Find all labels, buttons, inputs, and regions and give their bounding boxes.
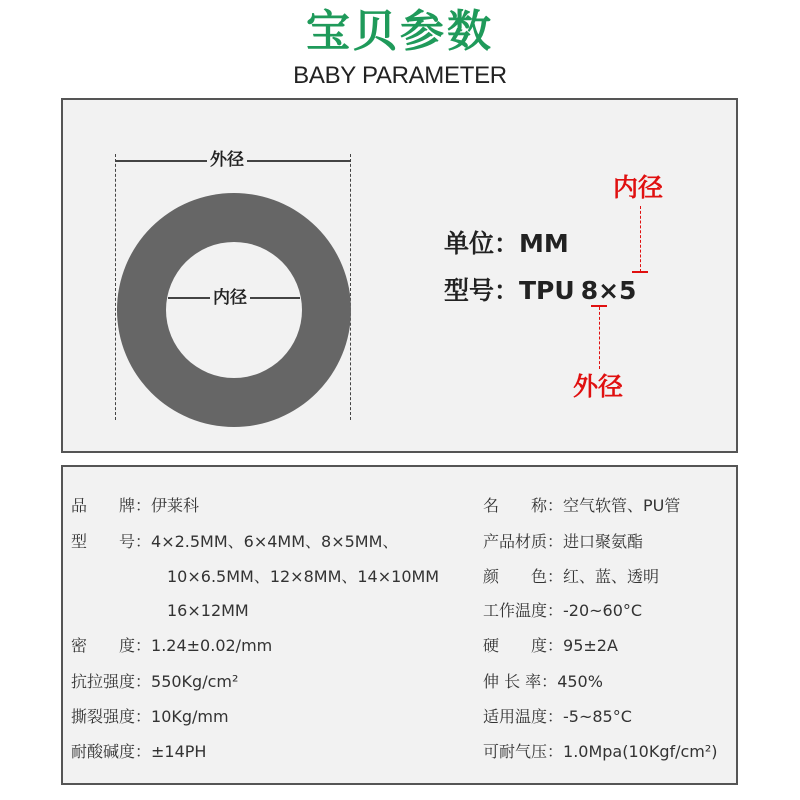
spec-row [483,531,643,553]
red-outer-label: 外径 [573,372,624,401]
spec-label: 适用温度： [483,707,564,726]
model-prefix: 型号：TPU [444,276,575,305]
spec-value: 红、蓝、透明 [563,567,660,586]
spec-label: 密 度： [71,636,152,655]
spec-label: 硬 度： [483,636,564,655]
spec-value: 1.0Mpa(10Kgf/cm²) [563,742,718,761]
model-times: × [598,276,620,305]
spec-value: 4×2.5MM、6×4MM、8×5MM、 [151,532,399,551]
spec-value: 16×12MM [167,601,249,620]
red-outer-leader [599,307,600,369]
spec-row [71,671,238,693]
spec-row [71,741,206,763]
spec-value: 10×6.5MM、12×8MM、14×10MM [167,567,440,586]
spec-label: 可耐气压： [483,742,564,761]
diagram-panel [61,98,738,453]
spec-row [71,600,249,622]
spec-row [483,706,632,728]
spec-row [483,600,642,622]
spec-row [71,635,272,657]
model-line [444,275,636,307]
outer-guide-left [115,154,116,420]
spec-value: 10Kg/mm [151,707,229,726]
spec-value: 进口聚氨酯 [563,532,644,551]
outer-guide-right [350,154,351,420]
spec-row [71,495,199,517]
model-inner-value: 5 [619,276,637,305]
spec-label: 品 牌： [71,496,152,515]
inner-diameter-label: 内径 [210,287,250,309]
outer-diameter-label: 外径 [207,149,247,171]
spec-value: ±14PH [151,742,207,761]
spec-value: 空气软管、PU管 [563,496,681,515]
spec-row [483,566,659,588]
spec-label: 抗拉强度： [71,672,152,691]
page-title: 宝贝参数 [306,6,494,57]
spec-value: 550Kg/cm² [151,672,239,691]
tube-bore [166,242,302,378]
spec-row [71,566,439,588]
spec-label: 工作温度： [483,601,564,620]
spec-label: 伸 长 率： [483,672,558,691]
spec-value: -20~60°C [563,601,643,620]
unit-line: 单位：MM [444,229,569,258]
spec-value: 450% [557,672,603,691]
red-inner-leader [640,206,641,272]
spec-label: 颜 色： [483,567,564,586]
red-inner-label: 内径 [613,173,664,202]
spec-label: 名 称： [483,496,564,515]
spec-row [483,635,618,657]
red-inner-marker [632,271,648,273]
spec-label: 型 号： [71,532,152,551]
spec-value: 1.24±0.02/mm [151,636,273,655]
spec-value: 95±2A [563,636,618,655]
spec-row [483,671,603,693]
spec-value: 伊莱科 [151,496,200,515]
spec-value: -5~85°C [563,707,632,726]
page-subtitle: BABY PARAMETER [293,62,507,89]
model-outer-value: 8 [580,276,599,305]
spec-label: 产品材质： [483,532,564,551]
spec-label: 撕裂强度： [71,707,152,726]
spec-label: 耐酸碱度： [71,742,152,761]
spec-row [483,741,718,763]
spec-row [71,706,229,728]
spec-panel [61,465,738,785]
spec-row [71,531,398,553]
spec-row [483,495,680,517]
